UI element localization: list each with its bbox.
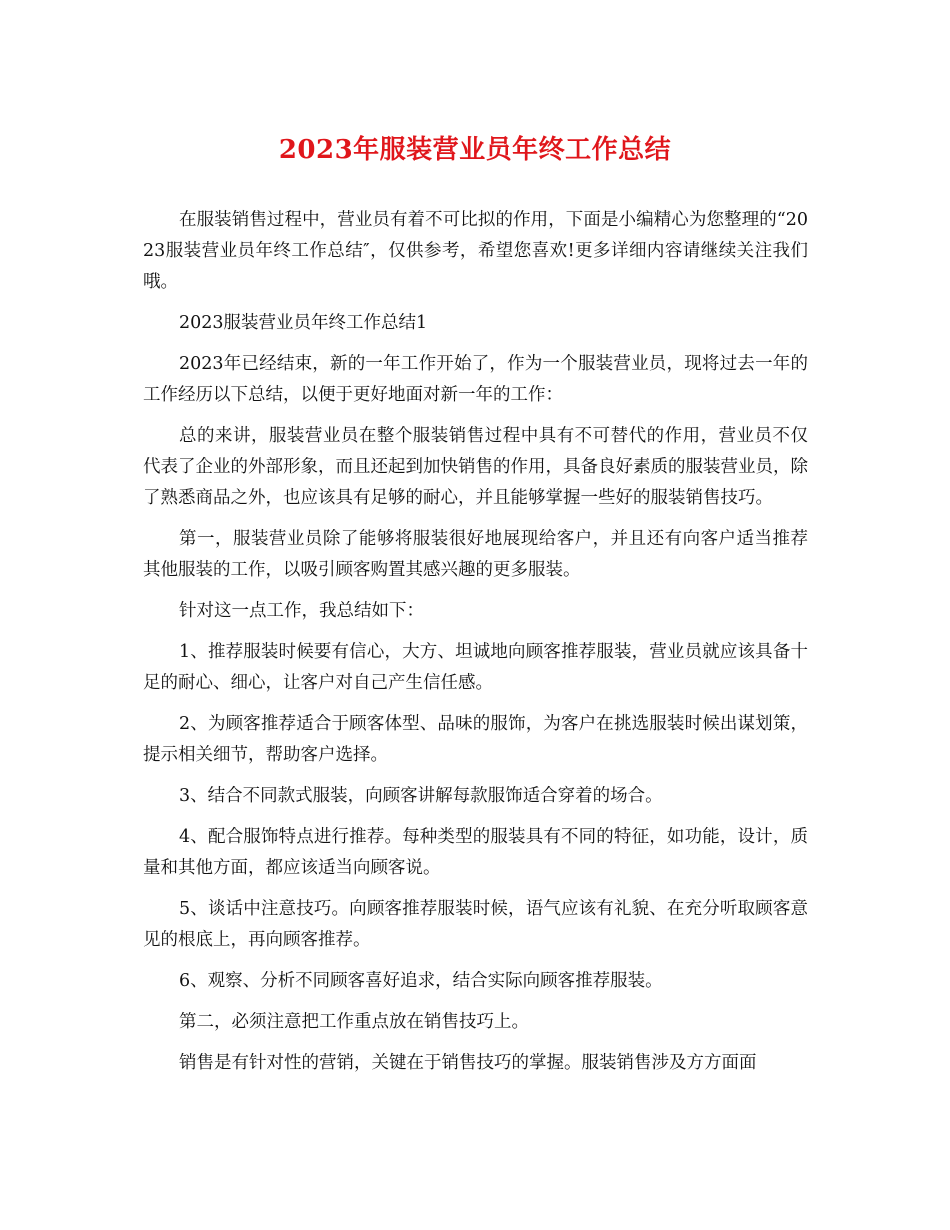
paragraph: 总的来讲，服装营业员在整个服装销售过程中具有不可替代的作用，营业员不仅代表了企业的外部形象，而且还起到加快销售的作用，具备良好素质的服装营业员，除了熟悉商品之外，也应该具有足够的耐心，并且能够掌握一些好的服装销售技巧。 (143, 426, 808, 508)
paragraph: 销售是有针对性的营销，关键在于销售技巧的掌握。服装销售涉及方方面面 (179, 1053, 757, 1073)
paragraph-section-heading: 2023服装营业员年终工作总结1 (179, 313, 428, 333)
list-item: 1、推荐服装时候要有信心，大方、坦诚地向顾客推荐服装，营业员就应该具备十足的耐心、细心，让客户对自己产生信任感。 (143, 642, 808, 693)
document-body (143, 205, 808, 1089)
paragraph: 第一，服装营业员除了能够将服装很好地展现给客户，并且还有向客户适当推荐其他服装的工作，以吸引顾客购置其感兴趣的更多服装。 (143, 529, 808, 580)
list-item: 6、观察、分析不同顾客喜好追求，结合实际向顾客推荐服装。 (179, 971, 663, 991)
list-item: 2、为顾客推荐适合于顾客体型、品味的服饰，为客户在挑选服装时候出谋划策，提示相关细节，帮助客户选择。 (143, 714, 808, 765)
list-item: 3、结合不同款式服装，向顾客讲解每款服饰适合穿着的场合。 (179, 786, 663, 806)
paragraph: 第二，必须注意把工作重点放在销售技巧上。 (179, 1012, 529, 1032)
list-item: 5、谈话中注意技巧。向顾客推荐服装时候，语气应该有礼貌、在充分听取顾客意见的根底上，再向顾客推荐。 (143, 899, 808, 950)
paragraph-intro: 在服装销售过程中，营业员有着不可比拟的作用，下面是小编精心为您整理的“2023服装营业员年终工作总结″，仅供参考，希望您喜欢!更多详细内容请继续关注我们哦。 (143, 210, 808, 292)
paragraph: 2023年已经结束，新的一年工作开始了，作为一个服装营业员，现将过去一年的工作经历以下总结，以便于更好地面对新一年的工作： (143, 354, 808, 405)
list-item: 4、配合服饰特点进行推荐。每种类型的服装具有不同的特征，如功能，设计，质量和其他方面，都应该适当向顾客说。 (143, 827, 808, 878)
paragraph: 针对这一点工作，我总结如下： (179, 601, 424, 621)
document-title: 2023年服装营业员年终工作总结 (278, 135, 672, 165)
